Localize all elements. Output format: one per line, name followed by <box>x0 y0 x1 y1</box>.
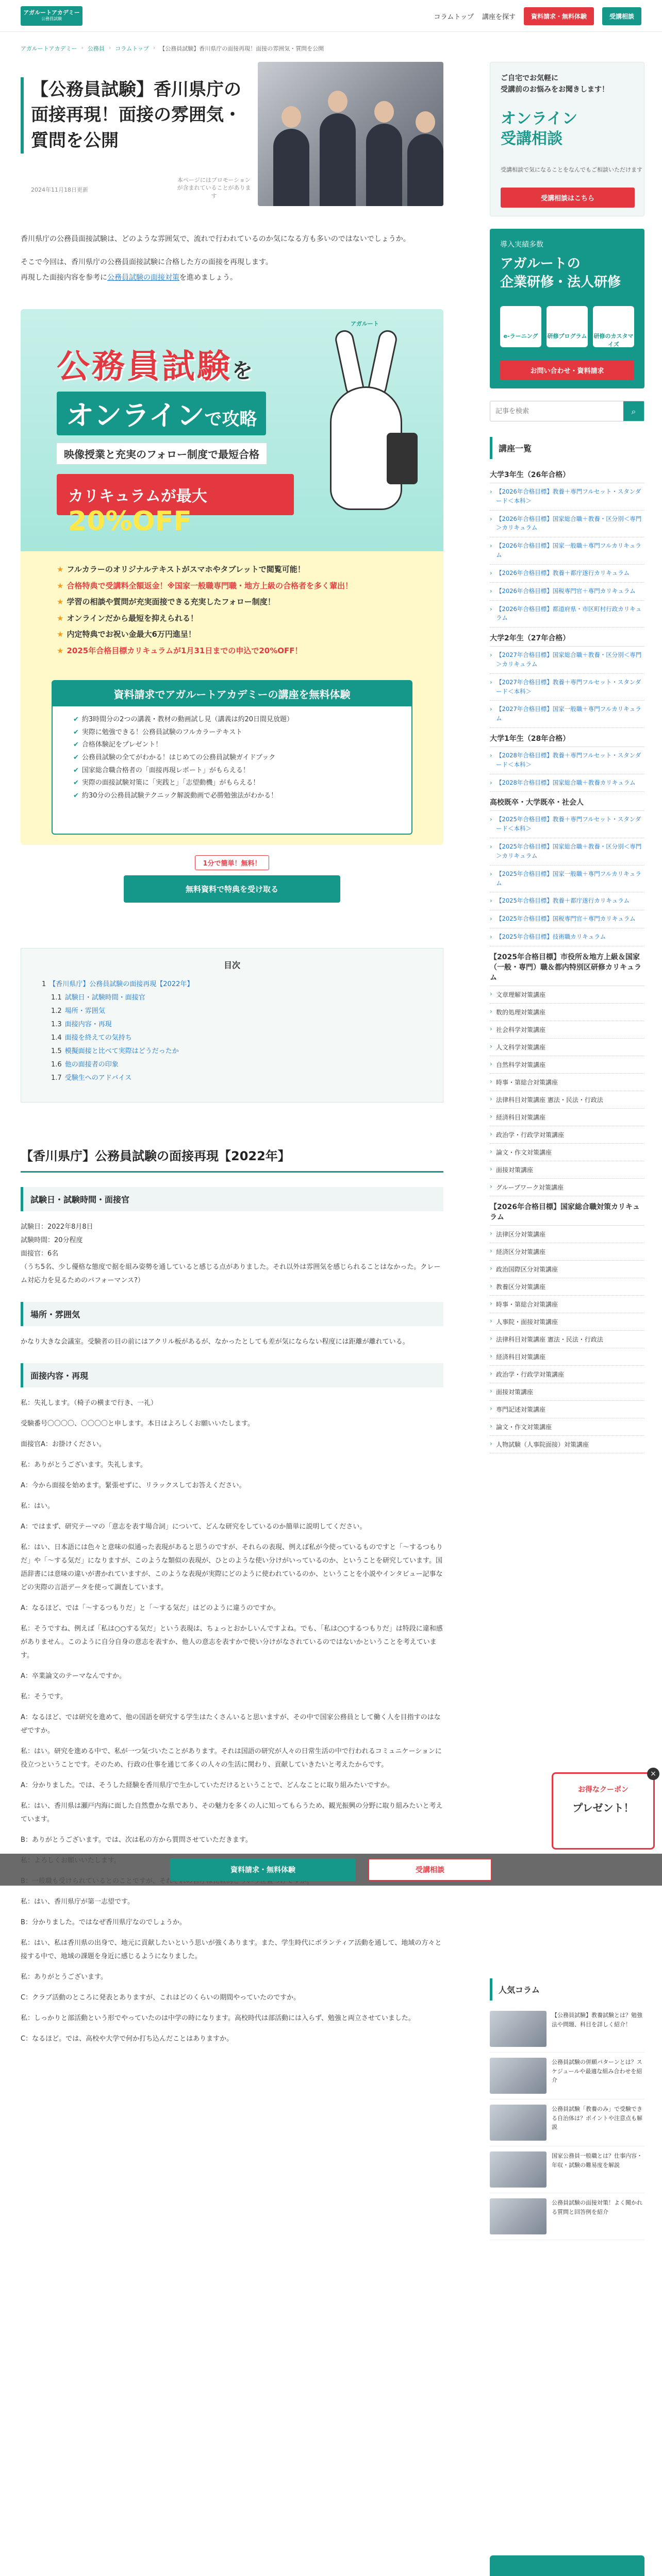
benefit-item <box>73 726 391 739</box>
benefit-text: 実際の面接試験対策に「実践と」「志望動機」がもらえる！ <box>81 779 260 787</box>
logo-sub: 公務員試験 <box>41 16 62 22</box>
course-category: 高校既卒・大学既卒・社会人 <box>490 792 644 811</box>
course-link[interactable]: › 人事院・面接対策講座 <box>490 1313 644 1331</box>
search-input[interactable] <box>490 401 623 421</box>
transcript-line: 私：はい、香川県庁が第一志望です。 <box>21 1898 134 1906</box>
toc-title: 目次 <box>223 960 240 970</box>
course-link[interactable]: › 政治国際区分対策講座 <box>490 1261 644 1278</box>
promo-point-text: フルカラーのオリジナルテキストがスマホやタブレットで閲覧可能！ <box>67 565 305 574</box>
transcript-line: 私：はい、私は香川県の出身で、地元に貢献したいという思いが強くあります。また、学生時代にボランティア活動を通して、地域の方々と接する中で、地域の課題を身近に感じるようになりました。 <box>21 1939 442 1960</box>
banner-desc: 受講相談で気になることをなんでもご相談いただけます <box>501 166 642 173</box>
benefit-item <box>73 739 391 752</box>
intro <box>21 232 443 294</box>
toc-label: 場所・雰囲気 <box>64 1007 105 1015</box>
intro-text: 再現した面接内容を参考に <box>21 273 107 282</box>
promo-headline-text: 公務員試験 <box>57 348 232 386</box>
popular-item-title: 公務員試験の面接対策！よく聞かれる質問と回答例を紹介 <box>552 2199 642 2215</box>
toc-item[interactable] <box>42 1072 422 1085</box>
coupon-title: プレゼント！ <box>572 1802 634 1814</box>
course-link[interactable]: › 【2025年合格目標】国家総合職＋教養・区分別＜専門＞カリキュラム <box>490 838 644 866</box>
check-icon: ✔ <box>73 766 79 774</box>
star-icon: ★ <box>57 565 64 574</box>
transcript-line: 私：ありがとうございます。失礼します。 <box>21 1461 147 1469</box>
breadcrumb-sep: › <box>81 44 84 51</box>
toc-label: 面接を終えての気持ち <box>64 1034 132 1042</box>
breadcrumb-sep: › <box>108 44 111 51</box>
guidebook-banner[interactable] <box>490 2555 644 2576</box>
transcript-line: B：分かりました。ではなぜ香川県庁なのでしょうか。 <box>21 1919 186 1926</box>
hero-image <box>258 62 443 206</box>
course-link[interactable]: › 人文科学対策講座 <box>490 1039 644 1056</box>
subsection-heading: 場所・雰囲気 <box>21 1302 443 1326</box>
customize-icon: 研修のカスタマイズ <box>593 306 634 347</box>
toc-number: 1.6 <box>51 1061 62 1069</box>
star-icon: ★ <box>57 597 64 606</box>
promo-discount-pre: カリキュラムが最大 <box>68 487 207 505</box>
toc-item[interactable] <box>42 1018 422 1031</box>
promo-box-heading: 資料請求でアガルートアカデミーの講座を無料体験 <box>53 681 411 706</box>
nav-find-course[interactable]: 講座を探す <box>482 13 516 21</box>
online-consult-banner[interactable] <box>490 62 644 216</box>
popular-item[interactable] <box>490 2099 644 2146</box>
course-link[interactable]: › 教養区分対策講座 <box>490 1278 644 1296</box>
check-icon: ✔ <box>73 792 79 800</box>
header-nav <box>434 7 641 25</box>
toc-number: 1.5 <box>51 1047 62 1055</box>
toc-number: 1.4 <box>51 1034 62 1042</box>
course-link[interactable]: › 政治学・行政学対策講座 <box>490 1366 644 1383</box>
course-link[interactable]: › 法律科目対策講座 憲法・民法・行政法 <box>490 1091 644 1109</box>
popular-item[interactable] <box>490 2053 644 2099</box>
header-consult-button[interactable]: 受講相談 <box>602 7 641 25</box>
breadcrumb-sep: › <box>153 44 156 51</box>
promo-online-text: オンライン <box>66 399 205 432</box>
course-link[interactable]: › 【2027年合格目標】国家一般職＋専門フルカリキュラム <box>490 701 644 728</box>
popular-list <box>490 2006 644 2240</box>
toc-label: 面接内容・再現 <box>64 1021 112 1028</box>
program-icon: 研修プログラム <box>547 306 588 347</box>
course-link[interactable]: › 【2026年合格目標】国税専門官＋専門カリキュラム <box>490 583 644 601</box>
check-icon: ✔ <box>73 716 79 723</box>
breadcrumb-home[interactable]: アガルートアカデミー <box>21 45 77 52</box>
toc-number: 1.2 <box>51 1007 62 1015</box>
benefit-text: 約3時間分の2つの講義・教材の動画試し見（講義は約20日間見放題） <box>81 716 293 723</box>
updated-date: 2024年11月18日更新 <box>31 187 88 193</box>
transcript-line: A：卒業論文のテーマなんですか。 <box>21 1672 126 1680</box>
course-link[interactable]: › 経済区分対策講座 <box>490 1243 644 1261</box>
transcript-line: 私：しっかりと部活動という形でやっていたのは中学の時になります。高校時代は部活動には入らず、勉強と両立させていました。 <box>21 2014 415 2022</box>
promo-point <box>57 562 407 578</box>
course-link[interactable]: › 法律科目対策講座 憲法・民法・行政法 <box>490 1331 644 1348</box>
toc-label: 他の面接者の印象 <box>64 1061 119 1069</box>
transcript-line: 受験番号〇〇〇〇、〇〇〇〇と申します。本日はよろしくお願いいたします。 <box>21 1420 254 1428</box>
course-link[interactable]: › 専門記述対策講座 <box>490 1401 644 1418</box>
promo-brand: アガルート <box>351 320 379 327</box>
toc-number: 1 <box>42 980 46 988</box>
free-material-button[interactable]: 無料資料で特典を受け取る <box>124 875 340 903</box>
exam-info <box>21 1221 443 1287</box>
section-heading: 【香川県庁】公務員試験の面接再現【2022年】 <box>21 1139 443 1173</box>
person-figure <box>320 113 356 206</box>
promo-point <box>57 643 407 659</box>
transcript-line: 私：ありがとうございます。 <box>21 1973 107 1981</box>
transcript-line: 私：そうですね、例えば「私は○○する気だ」という表現は、ちょっとおかしいんですよね。でも、「私は○○するつもりだ」は特段に違和感がありません。このように自分自身の意志を表すか、他人の意志を表すかで使い分けがなされているのではないかということを考えています。 <box>21 1625 443 1659</box>
toc-label: 模擬面接と比べて実際はどうだったか <box>64 1047 179 1055</box>
banner-lead: 導入実績多数 <box>500 241 543 249</box>
course-link[interactable]: › 政治学・行政学対策講座 <box>490 1126 644 1144</box>
toc-number: 1.1 <box>51 994 62 1002</box>
benefit-text: 約30分の公務員試験テクニック解説動画で必勝勉強法がわかる！ <box>81 792 278 800</box>
transcript-line: 面接官A：お掛けください。 <box>21 1440 106 1448</box>
transcript-line: 私：はい、日本語には色々と意味の似通った表現があると思うのですが、それらの表現、例えば私が今使っているものですと「～するつもりだ」や「～する気だ」になりますが、このような類似の表現が、ひとのような使い分けがいっているのか、ということを研究しています。国語辞書には意味の違いが書かれていますが、このような表現が実際にどのように使われているのか、ということを小説やインタビュー記事などの実際の言語データを使って調査しています。 <box>21 1544 443 1591</box>
thumbnail <box>490 2058 547 2094</box>
sidebar <box>490 62 644 1453</box>
transcript-line: 私：はい。研究を進める中で、私が一つ気づいたことがあります。それは国語の研究が人々の日常生活の中で行われるコミュニケーションに役立つということです。そのため、行政の仕事を通じて多くの人々の生活に関わり、貢献していきたいと考えたからです。 <box>21 1748 442 1769</box>
consult-button[interactable]: 受講相談はこちら <box>501 188 635 208</box>
benefit-text: 国家総合職合格者の「面接再現レポート」がもらえる！ <box>81 766 250 774</box>
promo-top <box>21 309 443 551</box>
fixed-consult-button[interactable]: 受講相談 <box>368 1858 492 1881</box>
sub-cta <box>21 855 443 903</box>
table-of-contents <box>21 948 443 1103</box>
benefit-text: 実際に勉強できる！公務員試験のフルカラーテキスト <box>81 728 243 736</box>
rabbit-mascot-icon <box>309 330 423 526</box>
course-link[interactable]: › 【2026年合格目標】国家一般職＋専門フルカリキュラム <box>490 537 644 565</box>
star-icon: ★ <box>57 613 64 623</box>
transcript-line: 私：はい。 <box>21 1502 55 1510</box>
benefit-item <box>73 777 391 790</box>
guide-title <box>490 2571 644 2576</box>
toc-item[interactable] <box>42 991 422 1005</box>
benefit-text: 合格体験記をプレゼント！ <box>81 741 162 749</box>
course-category: 【2026年合格目標】国家総合職対策カリキュラム <box>490 1196 644 1226</box>
promo-banner[interactable] <box>21 309 443 845</box>
course-link[interactable]: › 時事・第総合対策講座 <box>490 1296 644 1313</box>
breadcrumb-column[interactable]: コラムトップ <box>115 45 149 52</box>
person-figure <box>273 129 309 206</box>
fixed-cta-bar <box>0 1854 662 1886</box>
transcript-line: 私：はい、香川県は瀬戸内海に面した自然豊かな県であり、その魅力を多くの人に知ってもらうため、観光振興の分野に取り組みたいと考えています。 <box>21 1802 443 1823</box>
subsection-heading: 面接内容・再現 <box>21 1363 443 1387</box>
transcript-line: 私：失礼します。（椅子の横まで行き、一礼） <box>21 1399 157 1407</box>
course-category: 大学1年生（28年合格） <box>490 728 644 747</box>
thumbnail <box>490 2151 547 2188</box>
promo-point-text: 学習の相談や質問が充実面接できる充実したフォロー制度！ <box>67 597 275 606</box>
transcript-line: A：なるほど、では「～するつもりだ」と「～する気だ」はどのように違うのですか。 <box>21 1604 280 1612</box>
course-link[interactable]: › 【2026年合格目標】国家総合職＋教養・区分別＜専門＞カリキュラム <box>490 511 644 538</box>
course-link[interactable]: › 【2028年合格目標】国家総合職＋教養カリキュラム <box>490 774 644 792</box>
promo-point-text: 2025年合格目標カリキュラムが1月31日までの申込で20%OFF！ <box>67 646 303 655</box>
course-link[interactable]: › 【2025年合格目標】国家一般職＋専門フルカリキュラム <box>490 866 644 893</box>
toc-item[interactable] <box>42 1045 422 1058</box>
course-list <box>490 986 644 1196</box>
course-link[interactable]: › 【2025年合格目標】国税専門官＋専門カリキュラム <box>490 910 644 928</box>
intro-text: そこで今回は、香川県庁の公務員面接試験に合格した方の面接を再現します。 <box>21 258 273 267</box>
popular-item-title: 公務員試験「教養のみ」で受験できる自治体は？ポイントや注意点も解説 <box>552 2106 642 2131</box>
hero <box>21 62 443 216</box>
course-link[interactable]: › 【2026年合格目標】教養＋専門フルセット・スタンダード＜本科＞ <box>490 483 644 511</box>
toc-item[interactable] <box>42 1005 422 1018</box>
benefit-item <box>73 790 391 803</box>
promo-point-text: 合格特典で受講料全額返金！※国家一般職専門職・地方上級の合格者を多く輩出！ <box>67 581 353 590</box>
thumbnail <box>490 2105 547 2141</box>
feature-icons <box>500 306 634 347</box>
benefit-item <box>73 752 391 765</box>
interview-transcript <box>21 1397 443 2046</box>
transcript-line: C：なるほど。では、高校や大学で何か打ち込んだことはありますか。 <box>21 2035 234 2043</box>
site-logo[interactable] <box>21 6 82 26</box>
logo-title: アガルートアカデミー <box>23 9 80 16</box>
course-link[interactable]: › グループワーク対策講座 <box>490 1179 644 1196</box>
course-link[interactable]: › 【2026年合格目標】都道府県・市区町村行政カリキュラム <box>490 601 644 628</box>
course-link[interactable]: › 自然科学対策講座 <box>490 1056 644 1074</box>
transcript-line: A：なるほど、では研究を進めて、他の国語を研究する学生はたくさんいると思いますが、その中で国家公務員として働く人を目指すのはなぜですか。 <box>21 1714 441 1735</box>
course-link[interactable]: › 人物試験（人事院面接）対策講座 <box>490 1436 644 1453</box>
benefit-text: 公務員試験の全てがわかる！はじめての公務員試験ガイドブック <box>81 754 276 762</box>
course-link[interactable]: › 法律区分対策講座 <box>490 1226 644 1243</box>
toc-item[interactable] <box>42 1058 422 1072</box>
benefit-item <box>73 714 391 726</box>
transcript-line: C：クラブ活動のところに発表とありますが、これはどのくらいの期間やっていたのですか。 <box>21 1994 301 2002</box>
course-link[interactable]: › 面接対策講座 <box>490 1383 644 1401</box>
popular-item-title: 国家公務員一般職とは？仕事内容・年収・試験の難易度を解説 <box>552 2153 642 2168</box>
page-title: 【公務員試験】香川県庁の面接再現！面接の雰囲気・質問を公開 <box>21 77 242 154</box>
promo-point <box>57 578 407 595</box>
promo-point <box>57 594 407 611</box>
course-category: 【2025年合格目標】市役所＆地方上級＆国家（一般・専門）職＆都内特別区研修カリキュラム <box>490 946 644 986</box>
toc-number: 1.3 <box>51 1021 62 1028</box>
course-link[interactable]: › 時事・第総合対策講座 <box>490 1074 644 1091</box>
promo-benefit-box <box>52 680 412 835</box>
toc-item[interactable] <box>42 1031 422 1045</box>
course-link[interactable]: › 【2025年合格目標】教養＋都庁遂行カリキュラム <box>490 892 644 910</box>
popular-item[interactable] <box>490 2193 644 2240</box>
toc-list <box>42 978 422 1085</box>
fixed-trial-button[interactable]: 資料請求・無料体験 <box>170 1858 356 1881</box>
place-description: かなり大きな会議室。受験者の目の前にはアクリル板があるが、なかったとしても差が気にならない程度には距離が離れている。 <box>21 1338 409 1346</box>
star-icon: ★ <box>57 646 64 655</box>
course-link[interactable]: › 面接対策講座 <box>490 1161 644 1179</box>
intro-paragraph <box>21 255 443 285</box>
star-icon: ★ <box>57 630 64 639</box>
promo-benefit-list <box>53 706 411 810</box>
popular-item-title: 【公務員試験】教養試験とは？勉強法や問題、科目を詳しく紹介！ <box>552 2012 642 2028</box>
subsection-heading: 試験日・試験時間・面接官 <box>21 1187 443 1211</box>
close-icon[interactable]: × <box>647 1768 659 1780</box>
banner-title: アガルートの 企業研修・法人研修 <box>500 256 621 291</box>
transcript-line: A：ではまず、研究テーマの「意志を表す場合詞」について、どんな研究をしているのか簡単に説明してください。 <box>21 1523 367 1531</box>
promo-subtitle: 映像授業と充実のフォロー制度で最短合格 <box>57 443 267 464</box>
course-link[interactable]: › 経済科目対策講座 <box>490 1348 644 1366</box>
check-icon: ✔ <box>73 728 79 736</box>
promo-headline <box>57 340 255 387</box>
header-trial-button[interactable]: 資料請求・無料体験 <box>524 7 594 25</box>
coupon-popup[interactable] <box>552 1772 655 1850</box>
promo-point <box>57 611 407 627</box>
course-link[interactable]: › 経済科目対策講座 <box>490 1109 644 1126</box>
coupon-label: お得なクーポン <box>578 1786 628 1794</box>
breadcrumb <box>21 44 324 53</box>
banner-lead: ご自宅でお気軽に 受講前のお悩みをお聞きします！ <box>501 74 609 94</box>
toc-number: 1.7 <box>51 1074 62 1082</box>
course-category: 大学3年生（26年合格） <box>490 464 644 483</box>
exam-info-line: （うち5名、少し優格な態度で据を組み姿勢を通していると感じる点がありました。それ以外は雰囲気を感じられることはなかった。クレーム対応力を見るためのパフォーマンス?） <box>21 1263 441 1284</box>
popular-columns <box>490 1978 644 2240</box>
promo-point-text: オンラインだから最短を抑えられる！ <box>67 613 198 623</box>
course-link[interactable]: › 【2028年合格目標】教養＋専門フルセット・スタンダード＜本科＞ <box>490 747 644 774</box>
star-icon: ★ <box>57 581 64 590</box>
cta-note: 1分で簡単！無料！ <box>195 855 269 870</box>
person-figure <box>407 134 443 206</box>
search-icon[interactable]: ⌕ <box>623 401 644 421</box>
promo-point-text: 内定特典でお祝い金最大6万円進呈！ <box>67 630 196 639</box>
promo-discount <box>57 474 294 537</box>
ad-note: 本ページにはプロモーションが含まれていることがあります <box>177 177 251 199</box>
courses-title: 講座一覧 <box>490 437 644 459</box>
site-header <box>0 0 662 32</box>
popular-item[interactable] <box>490 2146 644 2193</box>
popular-item[interactable] <box>490 2006 644 2053</box>
exam-info-line: 面接官：6名 <box>21 1250 59 1258</box>
phone-icon <box>387 433 418 484</box>
course-link[interactable]: › 社会科学対策講座 <box>490 1021 644 1039</box>
intro-text: を進めましょう。 <box>179 273 237 282</box>
toc-label: 試験日・試験時間・面接官 <box>64 994 145 1002</box>
person-figure <box>366 124 402 206</box>
promo-points <box>57 562 407 659</box>
promo-discount-value: 20%OFF <box>68 506 192 537</box>
intro-paragraph: 香川県庁の公務員面接試験は、どのような雰囲気で、流れで行われているのか気になる方も多いのではないでしょうか。 <box>21 235 410 243</box>
thumbnail <box>490 2198 547 2234</box>
breadcrumb-current: 【公務員試験】香川県庁の面接再現！面接の雰囲気・質問を公開 <box>159 45 324 52</box>
promo-point <box>57 626 407 643</box>
course-link[interactable]: › 論文・作文対策講座 <box>490 1418 644 1436</box>
transcript-line: 私：そうです。 <box>21 1693 67 1701</box>
course-link[interactable]: › 【2025年合格目標】技術職カリキュラム <box>490 928 644 946</box>
toc-item[interactable] <box>42 978 422 991</box>
toc-label: 受験生へのアドバイス <box>64 1074 132 1082</box>
thumbnail <box>490 2011 547 2047</box>
transcript-line: A：分かりました。では、そうした経験を香川県庁で生かしていただけるということで、どんなことに取り組みたいですか。 <box>21 1782 394 1789</box>
check-icon: ✔ <box>73 741 79 749</box>
benefit-item <box>73 765 391 777</box>
corporate-training-banner[interactable] <box>490 229 644 388</box>
promo-online <box>57 392 266 435</box>
course-link[interactable]: › 【2027年合格目標】国家総合職＋教養・区分別＜専門＞カリキュラム <box>490 647 644 674</box>
article-body <box>21 1139 443 2053</box>
popular-title: 人気コラム <box>490 1978 644 2001</box>
course-list <box>490 1226 644 1453</box>
transcript-line: B：ありがとうございます。では、次は私の方から質問させていただきます。 <box>21 1836 252 1844</box>
inquiry-button[interactable]: お問い合わせ・資料請求 <box>500 360 634 380</box>
banner-title: オンライン 受講相談 <box>501 110 578 148</box>
nav-column-top[interactable]: コラムトップ <box>434 13 474 21</box>
course-link[interactable]: › 数的処理対策講座 <box>490 1004 644 1021</box>
course-link[interactable]: › 文章理解対策講座 <box>490 986 644 1004</box>
toc-label: 【香川県庁】公務員試験の面接再現【2022年】 <box>49 980 194 988</box>
course-link[interactable]: › 論文・作文対策講座 <box>490 1144 644 1161</box>
breadcrumb-category[interactable]: 公務員 <box>87 45 105 52</box>
search-box <box>490 401 644 421</box>
exam-info-line: 試験時間：20分程度 <box>21 1236 83 1244</box>
interview-prep-link[interactable]: 公務員試験の面接対策 <box>107 273 179 282</box>
transcript-line: A：今から面接を始めます。緊張せずに、リラックスしてお答えください。 <box>21 1482 246 1489</box>
elearning-icon: e-ラーニング <box>500 306 541 347</box>
promo-headline-particle: を <box>232 359 255 383</box>
course-category-list <box>490 464 644 946</box>
course-link[interactable]: › 【2025年合格目標】教養＋専門フルセット・スタンダード＜本科＞ <box>490 811 644 838</box>
promo-online-suffix: で攻略 <box>204 409 257 430</box>
course-category: 大学2年生（27年合格） <box>490 628 644 647</box>
course-link[interactable]: › 【2027年合格目標】教養＋専門フルセット・スタンダード＜本科＞ <box>490 674 644 701</box>
exam-info-line: 試験日：2022年8月8日 <box>21 1223 93 1231</box>
check-icon: ✔ <box>73 754 79 762</box>
popular-item-title: 公務員試験の併願パターンとは？スケジュールや最適な組み合わせを紹介 <box>552 2059 642 2084</box>
check-icon: ✔ <box>73 779 79 787</box>
course-link[interactable]: › 【2026年合格目標】教養＋都庁遂行カリキュラム <box>490 565 644 583</box>
